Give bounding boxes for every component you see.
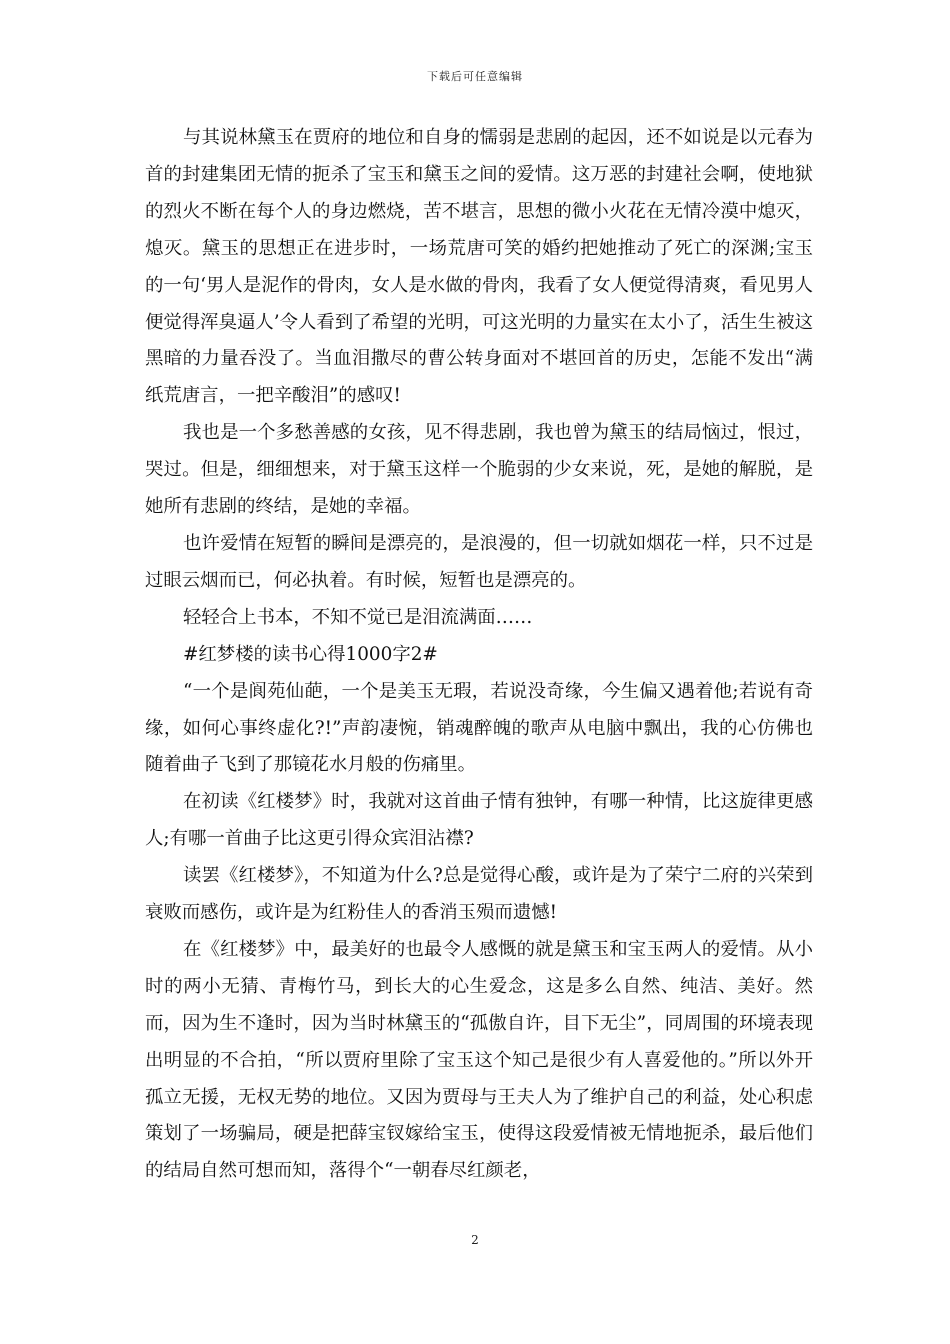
- paragraph-2: 我也是一个多愁善感的女孩，见不得悲剧，我也曾为黛玉的结局恼过，恨过，哭过。但是，细细想来，对于黛玉这样一个脆弱的少女来说，死，是她的解脱，是她所有悲剧的终结，是她的幸福。: [145, 422, 813, 518]
- paragraph-1: 与其说林黛玉在贾府的地位和自身的懦弱是悲剧的起因，还不如说是以元春为首的封建集团无情的扼杀了宝玉和黛玉之间的爱情。这万恶的封建社会啊，使地狱的烈火不断在每个人的身边燃烧，苦不堪言，思想的微小火花在无情冷漠中熄灭，熄灭。黛玉的思想正在进步时，一场荒唐可笑的婚约把她推动了死亡的深渊;宝玉的一句‘男人是泥作的骨肉，女人是水做的骨肉，我看了女人便觉得清爽，看见男人便觉得浑臭逼人’令人看到了希望的光明，可这光明的力量实在太小了，活生生被这黑暗的力量吞没了。当血泪撒尽的曹公转身面对不堪回首的历史，怎能不发出“满纸荒唐言，一把辛酸泪”的感叹!: [145, 127, 813, 407]
- paragraph-7: 读罢《红楼梦》，不知道为什么?总是觉得心酸，或许是为了荣宁二府的兴荣到衰败而感伤，或许是为红粉佳人的香消玉殒而遗憾!: [145, 865, 813, 924]
- paragraph-3: 也许爱情在短暂的瞬间是漂亮的，是浪漫的，但一切就如烟花一样，只不过是过眼云烟而已，何必执着。有时候，短暂也是漂亮的。: [145, 532, 813, 591]
- paragraph-4: 轻轻合上书本，不知不觉已是泪流满面……: [183, 606, 533, 628]
- document-body: [145, 120, 813, 1190]
- page-number: 2: [471, 1233, 479, 1247]
- paragraph-6: 在初读《红楼梦》时，我就对这首曲子情有独钟，有哪一种情，比这旋律更感人;有哪一首曲子比这更引得众宾泪沾襟?: [145, 791, 813, 850]
- page-header: 下载后可任意编辑: [427, 70, 523, 83]
- section-heading: #红梦楼的读书心得1000字2#: [183, 643, 438, 665]
- paragraph-5: “一个是阆苑仙葩，一个是美玉无瑕，若说没奇缘，今生偏又遇着他;若说有奇缘，如何心事终虚化?!”声韵凄惋，销魂醉魄的歌声从电脑中飘出，我的心仿佛也随着曲子飞到了那镜花水月般的伤痛里。: [145, 680, 813, 776]
- paragraph-8: 在《红楼梦》中，最美好的也最令人感慨的就是黛玉和宝玉两人的爱情。从小时的两小无猜、青梅竹马，到长大的心生爱念，这是多么自然、纯洁、美好。然而，因为生不逢时，因为当时林黛玉的“孤傲自许，目下无尘”，同周围的环境表现出明显的不合拍，“所以贾府里除了宝玉这个知己是很少有人喜爱他的。”所以外开孤立无援，无权无势的地位。又因为贾母与王夫人为了维护自己的利益，处心积虑策划了一场骗局，硬是把薛宝钗嫁给宝玉，使得这段爱情被无情地扼杀，最后他们的结局自然可想而知，落得个“一朝春尽红颜老，: [145, 938, 813, 1182]
